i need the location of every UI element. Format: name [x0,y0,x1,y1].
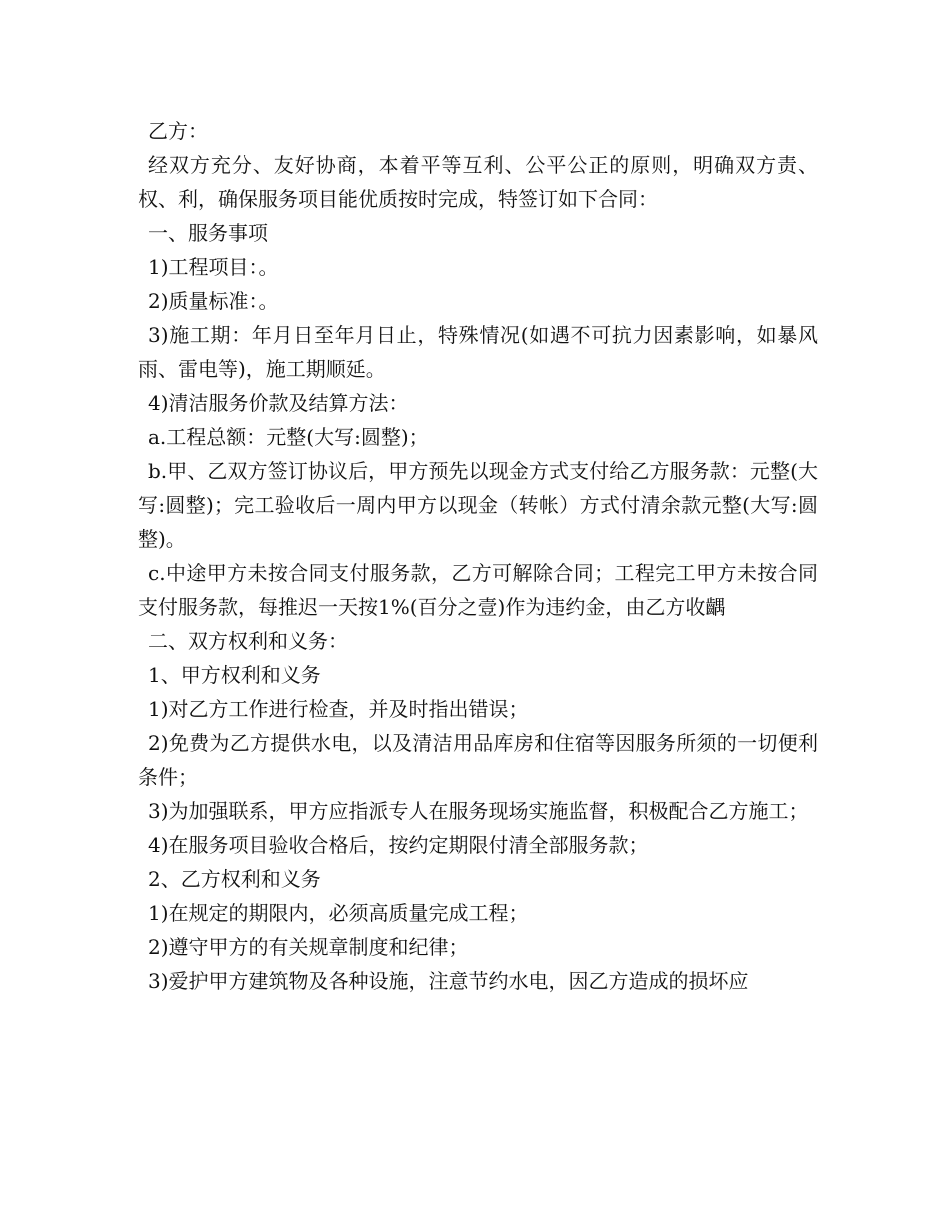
paragraph-party-b: 乙方： [148,119,208,143]
heading-party-a: 1、甲方权利和义务 [148,663,321,687]
item-project: 1)工程项目：。 [148,255,279,279]
party-a-item-2: 2)免费为乙方提供水电，以及清洁用品库房和住宿等因服务所须的一切便利条件； [138,731,818,789]
party-a-item-4: 4)在服务项目验收合格后，按约定期限付清全部服务款； [148,833,649,857]
party-a-item-1: 1)对乙方工作进行检查，并及时指出错误； [148,697,529,721]
item-price-settlement: 4)清洁服务价款及结算方法： [148,391,409,415]
heading-party-b: 2、乙方权利和义务 [148,867,321,891]
item-payment-terms: b.甲、乙双方签订协议后，甲方预先以现金方式支付给乙方服务款：元整(大写:圆整)；完工验收后一周内甲方以现金（转帐）方式付清余款元整(大写:圆整)。 [138,459,818,551]
party-b-item-1: 1)在规定的期限内，必须高质量完成工程； [148,901,529,925]
party-b-item-2: 2)遵守甲方的有关规章制度和纪律； [148,935,469,959]
heading-rights-obligations: 二、双方权利和义务： [148,629,348,653]
party-b-item-3: 3)爱护甲方建筑物及各种设施，注意节约水电，因乙方造成的损坏应 [148,969,749,993]
contract-body [138,114,818,998]
paragraph-preamble: 经双方充分、友好协商，本着平等互利、公平公正的原则，明确双方责、权、利，确保服务项目能优质按时完成，特签订如下合同： [138,153,818,211]
item-quality-standard: 2)质量标准：。 [148,289,279,313]
item-penalty: c.中途甲方未按合同支付服务款，乙方可解除合同；工程完工甲方未按合同支付服务款，每推迟一天按1%(百分之壹)作为违约金，由乙方收齵 [138,561,818,619]
item-construction-period: 3)施工期：年月日至年月日止，特殊情况(如遇不可抗力因素影响，如暴风雨、雷电等)，施工期顺延。 [138,323,818,381]
item-total-amount: a.工程总额：元整(大写:圆整)； [148,425,429,449]
heading-service-items: 一、服务事项 [148,221,268,245]
party-a-item-3: 3)为加强联系，甲方应指派专人在服务现场实施监督，积极配合乙方施工； [148,799,809,823]
